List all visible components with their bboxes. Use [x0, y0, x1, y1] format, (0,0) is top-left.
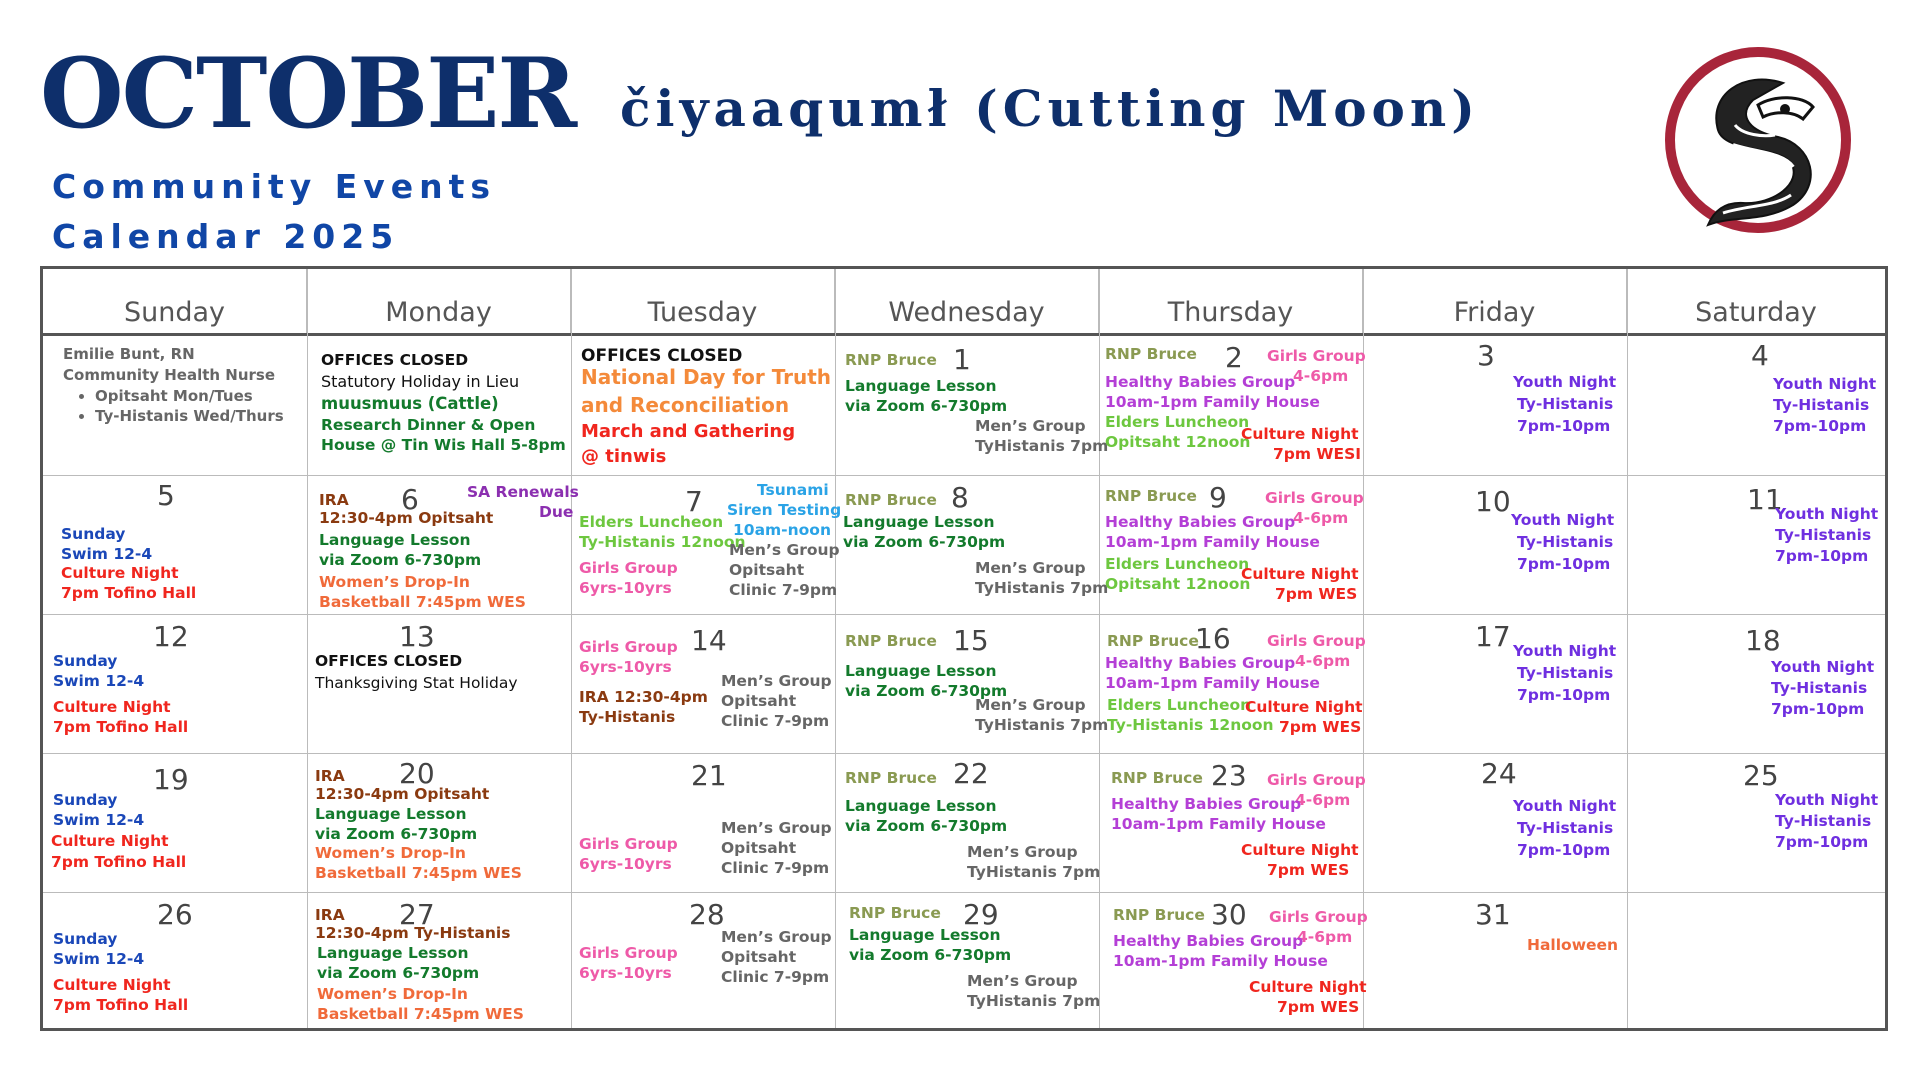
day-cell-29 [835, 893, 1099, 1031]
day-number: 11 [1747, 483, 1783, 516]
day-number: 9 [1209, 481, 1227, 514]
language-lesson-label: Language Lesson [843, 513, 995, 531]
weekday-sunday: Sunday [43, 269, 307, 335]
day-number: 22 [953, 757, 989, 790]
mens-group-time: Clinic 7-9pm [721, 968, 830, 986]
girls-group-ages: 6yrs-10yrs [579, 658, 672, 676]
offices-closed-label: OFFICES CLOSED [315, 652, 463, 670]
culture-night-location: 7pm WESI [1273, 445, 1362, 463]
tsunami-label-1: Tsunami [757, 481, 829, 499]
rnp-label: RNP Bruce [845, 351, 937, 369]
girls-group-time: 4-6pm [1297, 928, 1353, 946]
halloween-label: Halloween [1527, 936, 1619, 954]
thanksgiving-label: Thanksgiving Stat Holiday [315, 674, 518, 692]
sa-renewals-label: SA Renewals [467, 483, 579, 501]
day-cell-14 [571, 615, 835, 753]
youth-night-label: Youth Night [1775, 505, 1879, 523]
culture-night-label: Culture Night [1241, 565, 1359, 583]
healthy-babies-time: 10am-1pm Family House [1105, 533, 1320, 551]
mens-group-location: Opitsaht [721, 948, 797, 966]
day-cell-30 [1099, 893, 1368, 1031]
day-number: 2 [1225, 341, 1243, 374]
mens-group-location: Opitsaht [721, 692, 797, 710]
youth-night-label: Youth Night [1773, 375, 1877, 393]
day-number: 31 [1475, 898, 1511, 931]
day-cell-15 [835, 615, 1109, 753]
healthy-babies-time: 10am-1pm Family House [1113, 952, 1328, 970]
day-cell-31 [1363, 893, 1627, 1031]
girls-group-label: Girls Group [1269, 908, 1368, 926]
weekday-saturday: Saturday [1695, 297, 1817, 328]
girls-group-label: Girls Group [1267, 347, 1366, 365]
day-cell-20 [307, 754, 571, 892]
moon-title: čiyaaqumł (Cutting Moon) [620, 79, 1480, 138]
mens-group-label: Men’s Group [721, 928, 832, 946]
mens-group-label: Men’s Group [721, 819, 832, 837]
womens-dropin-label: Women’s Drop-In [319, 573, 470, 591]
weekday-thursday: Thursday [1099, 269, 1363, 335]
day-cell-4 [1627, 336, 1885, 475]
day-cell-21 [571, 754, 835, 892]
rnp-label: RNP Bruce [1105, 345, 1197, 363]
tinwis-label: @ tinwis [581, 446, 667, 467]
ira-label: IRA [319, 491, 349, 509]
culture-night-label: Culture Night [53, 698, 171, 716]
language-lesson-time: via Zoom 6-730pm [315, 825, 478, 843]
sunday-swim-time: Swim 12-4 [61, 545, 153, 563]
month-title: OCTOBER [40, 37, 576, 150]
girls-group-label: Girls Group [579, 944, 678, 962]
muusmuus-label: muusmuus (Cattle) [321, 394, 499, 413]
day-number: 23 [1211, 759, 1247, 792]
language-lesson-time: via Zoom 6-730pm [317, 964, 480, 982]
girls-group-label: Girls Group [579, 638, 678, 656]
day-cell-18 [1627, 615, 1885, 753]
serpent-logo [1663, 45, 1853, 245]
youth-night-label: Youth Night [1513, 797, 1617, 815]
language-lesson-label: Language Lesson [315, 805, 467, 823]
culture-night-label: Culture Night [51, 832, 169, 850]
tsunami-label-3: 10am-noon [733, 521, 831, 539]
sunday-swim-label: Sunday [53, 930, 118, 948]
language-lesson-label: Language Lesson [845, 662, 997, 680]
mens-group-label: Men’s Group [975, 417, 1086, 435]
elders-luncheon-location: Opitsaht 12noon [1105, 433, 1251, 451]
day-number: 18 [1745, 624, 1781, 657]
mens-group-label: Men’s Group [967, 972, 1078, 990]
day-cell-26 [43, 893, 307, 1031]
language-lesson-time: via Zoom 6-730pm [845, 397, 1008, 415]
day-cell-23 [1099, 754, 1366, 892]
day-number: 5 [157, 479, 175, 512]
girls-group-label: Girls Group [1267, 771, 1366, 789]
elders-luncheon-label: Elders Luncheon [579, 513, 724, 531]
rnp-label: RNP Bruce [845, 632, 937, 650]
ira-time: 12:30-4pm Ty-Histanis [315, 924, 511, 942]
day-cell-28 [571, 893, 835, 1031]
culture-night-location: 7pm Tofino Hall [53, 718, 189, 736]
day-cell-13 [307, 615, 571, 753]
day-cell-22 [835, 754, 1099, 892]
mens-group-location: TyHistanis 7pm [975, 437, 1109, 455]
day-number: 1 [953, 343, 971, 376]
culture-night-label: Culture Night [1241, 841, 1359, 859]
sunday-swim-time: Swim 12-4 [53, 672, 145, 690]
language-lesson-time: via Zoom 6-730pm [843, 533, 1006, 551]
womens-dropin-time: Basketball 7:45pm WES [315, 864, 522, 882]
youth-night-location: Ty-Histanis [1517, 533, 1614, 551]
healthy-babies-time: 10am-1pm Family House [1105, 674, 1320, 692]
research-label-2: House @ Tin Wis Hall 5-8pm [321, 436, 566, 454]
ndtr-label-1: National Day for Truth [581, 365, 832, 389]
language-lesson-label: Language Lesson [849, 926, 1001, 944]
ira-time: 12:30-4pm Opitsaht [315, 785, 490, 803]
rnp-label: RNP Bruce [845, 769, 937, 787]
day-cell-27 [307, 893, 571, 1031]
elders-luncheon-label: Elders Luncheon [1105, 555, 1250, 573]
research-label-1: Research Dinner & Open [321, 416, 536, 434]
rnp-label: RNP Bruce [1105, 487, 1197, 505]
mens-group-location: TyHistanis 7pm [975, 579, 1109, 597]
day-number: 7 [685, 485, 703, 518]
day-number: 12 [153, 620, 189, 653]
mens-group-time: Clinic 7-9pm [729, 581, 838, 599]
healthy-babies-label: Healthy Babies Group [1105, 373, 1296, 391]
day-number: 16 [1195, 622, 1231, 655]
day-number: 13 [399, 620, 435, 653]
culture-night-label: Culture Night [1245, 698, 1363, 716]
rnp-label: RNP Bruce [1113, 906, 1205, 924]
language-lesson-label: Language Lesson [845, 797, 997, 815]
nurse-role: Community Health Nurse [63, 366, 276, 384]
day-cell-9 [1099, 476, 1363, 614]
youth-night-time: 7pm-10pm [1517, 686, 1611, 704]
tsunami-label-2: Siren Testing [727, 501, 842, 519]
mens-group-location: Opitsaht [729, 561, 805, 579]
language-lesson-label: Language Lesson [317, 944, 469, 962]
mens-group-label: Men’s Group [975, 696, 1086, 714]
womens-dropin-time: Basketball 7:45pm WES [317, 1005, 524, 1023]
day-number: 20 [399, 757, 435, 790]
rnp-label: RNP Bruce [849, 904, 941, 922]
language-lesson-label: Language Lesson [845, 377, 997, 395]
day-cell-offices-closed-mon [307, 336, 571, 475]
girls-group-ages: 6yrs-10yrs [579, 855, 672, 873]
culture-night-location: 7pm Tofino Hall [61, 584, 197, 602]
day-cell-17 [1363, 615, 1627, 753]
day-cell-ndtr [571, 336, 835, 475]
girls-group-time: 4-6pm [1293, 509, 1349, 527]
day-cell-5 [43, 476, 307, 614]
womens-dropin-time: Basketball 7:45pm WES [319, 593, 526, 611]
mens-group-location: TyHistanis 7pm [967, 863, 1101, 881]
day-number: 4 [1751, 339, 1769, 372]
day-number: 24 [1481, 757, 1517, 790]
womens-dropin-label: Women’s Drop-In [317, 985, 468, 1003]
girls-group-label: Girls Group [1267, 632, 1366, 650]
youth-night-location: Ty-Histanis [1775, 812, 1872, 830]
language-lesson-time: via Zoom 6-730pm [845, 817, 1008, 835]
day-cell-10 [1363, 476, 1627, 614]
mens-group-location: Opitsaht [721, 839, 797, 857]
ira-location: Ty-Histanis [579, 708, 676, 726]
mens-group-label: Men’s Group [721, 672, 832, 690]
girls-group-ages: 6yrs-10yrs [579, 579, 672, 597]
day-cell-3 [1363, 336, 1627, 475]
day-number: 30 [1211, 898, 1247, 931]
ndtr-label-2: and Reconciliation [581, 393, 790, 417]
day-number: 15 [953, 624, 989, 657]
healthy-babies-label: Healthy Babies Group [1105, 513, 1296, 531]
day-cell-24 [1363, 754, 1627, 892]
nurse-name: Emilie Bunt, RN [63, 345, 195, 363]
day-number: 28 [689, 898, 725, 931]
elders-luncheon-label: Elders Luncheon [1105, 413, 1250, 431]
youth-night-label: Youth Night [1775, 791, 1879, 809]
girls-group-time: 4-6pm [1293, 367, 1349, 385]
calendar-grid [40, 266, 1888, 1031]
weekday-wednesday: Wednesday [835, 269, 1099, 335]
stat-lieu-label: Statutory Holiday in Lieu [321, 372, 520, 391]
girls-group-time: 4-6pm [1295, 791, 1351, 809]
culture-night-location: 7pm WES [1277, 998, 1360, 1016]
youth-night-time: 7pm-10pm [1775, 547, 1869, 565]
day-number: 8 [951, 481, 969, 514]
youth-night-time: 7pm-10pm [1775, 833, 1869, 851]
healthy-babies-label: Healthy Babies Group [1111, 795, 1302, 813]
culture-night-label: Culture Night [1241, 425, 1359, 443]
day-number: 3 [1477, 339, 1495, 372]
girls-group-label: Girls Group [1265, 489, 1364, 507]
language-lesson-time: via Zoom 6-730pm [845, 682, 1008, 700]
day-number: 6 [401, 483, 419, 516]
girls-group-label: Girls Group [579, 835, 678, 853]
subtitle-line-1: Community Events [52, 167, 497, 206]
mens-group-label: Men’s Group [729, 541, 840, 559]
day-number: 27 [399, 898, 435, 931]
culture-night-location: 7pm WES [1275, 585, 1358, 603]
ira-time: 12:30-4pm Opitsaht [319, 509, 494, 527]
youth-night-location: Ty-Histanis [1773, 396, 1870, 414]
sa-renewals-due: Due [539, 503, 574, 521]
language-lesson-label: Language Lesson [319, 531, 471, 549]
march-label: March and Gathering [581, 421, 796, 442]
day-number: 14 [691, 624, 727, 657]
nurse-location-list [67, 386, 284, 426]
nurse-location-1: • Opitsaht Mon/Tues [95, 386, 284, 406]
day-number: 19 [153, 763, 189, 796]
youth-night-location: Ty-Histanis [1517, 819, 1614, 837]
youth-night-time: 7pm-10pm [1771, 700, 1865, 718]
youth-night-time: 7pm-10pm [1517, 841, 1611, 859]
ira-time: IRA 12:30-4pm [579, 688, 708, 706]
sunday-swim-label: Sunday [53, 791, 118, 809]
day-cell-2 [1099, 336, 1366, 475]
elders-luncheon-location: Opitsaht 12noon [1105, 575, 1251, 593]
youth-night-time: 7pm-10pm [1517, 417, 1611, 435]
day-cell-11 [1627, 476, 1885, 614]
culture-night-location: 7pm Tofino Hall [51, 853, 187, 871]
culture-night-label: Culture Night [53, 976, 171, 994]
weekday-monday: Monday [307, 269, 571, 335]
healthy-babies-label: Healthy Babies Group [1113, 932, 1304, 950]
youth-night-location: Ty-Histanis [1517, 395, 1614, 413]
offices-closed-label: OFFICES CLOSED [321, 351, 469, 369]
sunday-swim-label: Sunday [61, 525, 126, 543]
ira-label: IRA [315, 767, 345, 785]
nurse-location-2: • Ty-Histanis Wed/Thurs [95, 406, 284, 426]
mens-group-location: TyHistanis 7pm [967, 992, 1101, 1010]
day-cell-16 [1099, 615, 1366, 753]
youth-night-location: Ty-Histanis [1775, 526, 1872, 544]
day-cell-8 [835, 476, 1109, 614]
rnp-label: RNP Bruce [845, 491, 937, 509]
weekday-friday: Friday [1363, 269, 1627, 335]
womens-dropin-label: Women’s Drop-In [315, 844, 466, 862]
mens-group-time: Clinic 7-9pm [721, 712, 830, 730]
culture-night-label: Culture Night [61, 564, 179, 582]
girls-group-time: 4-6pm [1295, 652, 1351, 670]
offices-closed-label: OFFICES CLOSED [581, 346, 743, 366]
day-cell-12 [43, 615, 307, 753]
rnp-label: RNP Bruce [1107, 632, 1199, 650]
youth-night-time: 7pm-10pm [1517, 555, 1611, 573]
day-cell-25 [1627, 754, 1885, 892]
sunday-swim-label: Sunday [53, 652, 118, 670]
day-cell-6 [307, 476, 579, 614]
sunday-swim-time: Swim 12-4 [53, 811, 145, 829]
culture-night-location: 7pm WES [1267, 861, 1350, 879]
youth-night-label: Youth Night [1513, 373, 1617, 391]
day-cell-1 [835, 336, 1109, 475]
day-number: 17 [1475, 620, 1511, 653]
day-number: 25 [1743, 759, 1779, 792]
culture-night-location: 7pm WES [1279, 718, 1362, 736]
culture-night-label: Culture Night [1249, 978, 1367, 996]
language-lesson-time: via Zoom 6-730pm [849, 946, 1012, 964]
day-cell-19 [43, 754, 307, 892]
elders-luncheon-location: Ty-Histanis 12noon [579, 533, 746, 551]
youth-night-label: Youth Night [1511, 511, 1615, 529]
youth-night-location: Ty-Histanis [1517, 664, 1614, 682]
day-number: 10 [1475, 485, 1511, 518]
youth-night-label: Youth Night [1513, 642, 1617, 660]
healthy-babies-time: 10am-1pm Family House [1111, 815, 1326, 833]
mens-group-time: Clinic 7-9pm [721, 859, 830, 877]
healthy-babies-time: 10am-1pm Family House [1105, 393, 1320, 411]
girls-group-label: Girls Group [579, 559, 678, 577]
healthy-babies-label: Healthy Babies Group [1105, 654, 1296, 672]
rnp-label: RNP Bruce [1111, 769, 1203, 787]
culture-night-location: 7pm Tofino Hall [53, 996, 189, 1014]
youth-night-label: Youth Night [1771, 658, 1875, 676]
subtitle-line-2: Calendar 2025 [52, 217, 400, 256]
girls-group-ages: 6yrs-10yrs [579, 964, 672, 982]
elders-luncheon-label: Elders Luncheon [1107, 696, 1252, 714]
mens-group-location: TyHistanis 7pm [975, 716, 1109, 734]
language-lesson-time: via Zoom 6-730pm [319, 551, 482, 569]
day-cell-7 [571, 476, 842, 614]
youth-night-location: Ty-Histanis [1771, 679, 1868, 697]
day-number: 26 [157, 898, 193, 931]
weekday-tuesday: Tuesday [571, 269, 835, 335]
mens-group-label: Men’s Group [967, 843, 1078, 861]
ira-label: IRA [315, 906, 345, 924]
youth-night-time: 7pm-10pm [1773, 417, 1867, 435]
elders-luncheon-location: Ty-Histanis 12noon [1107, 716, 1274, 734]
sunday-swim-time: Swim 12-4 [53, 950, 145, 968]
day-number: 29 [963, 898, 999, 931]
day-number: 21 [691, 759, 727, 792]
mens-group-label: Men’s Group [975, 559, 1086, 577]
day-cell-nurse-info [43, 336, 307, 475]
